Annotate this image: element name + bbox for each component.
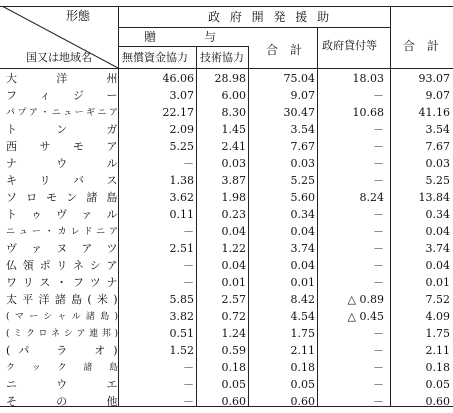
grant-value: 2.51 [169,242,194,255]
grant-value: 1.38 [169,174,194,187]
total-value: 7.52 [425,293,450,306]
loan-value: 18.03 [352,72,384,85]
table-row [0,359,453,377]
tech-value: 0.01 [221,276,246,289]
grant-value: 46.06 [162,72,194,85]
grant-label: 贈 与 [144,30,217,44]
header-bottom-border [0,68,453,69]
grant-value: － [183,395,194,408]
total-value: 0.05 [425,378,450,391]
region-name: (パ ラ オ) [6,344,118,357]
sub-value: 0.03 [290,157,315,170]
tech-value: 0.05 [221,378,246,391]
sub-value: 8.42 [290,293,315,306]
sub-value: 75.04 [283,72,315,85]
total-value: 41.16 [418,106,450,119]
sub-value: 2.11 [290,344,315,357]
loan-value: － [373,89,384,102]
total-value: 13.84 [418,191,450,204]
loan-value: － [373,259,384,272]
region-label: 国又は地域名 [26,51,92,64]
total-value: 0.18 [425,361,450,374]
tech-value: 3.87 [221,174,246,187]
total-header: 合 計 [403,39,440,53]
grant-value: 0.11 [169,208,194,221]
grant-value: － [183,378,194,391]
tech-value: 0.72 [221,310,246,323]
table-row [0,104,453,122]
grant-value: － [183,157,194,170]
tech-value: 0.04 [221,259,246,272]
tech-value: 0.03 [221,157,246,170]
total-value: 93.07 [418,72,450,85]
loan-value: － [373,276,384,289]
header-mid-line-oda [118,27,390,28]
loan-value: － [373,378,384,391]
table-row [0,155,453,173]
table-row [0,308,453,326]
loan-value: － [373,208,384,221]
table-row [0,393,453,411]
region-name: トゥヴァル [6,208,118,221]
total-value: 0.04 [425,259,450,272]
grant-aid-header: 無償資金協力 [122,51,188,64]
grant-value: － [183,276,194,289]
table-row [0,172,453,190]
grant-value: － [183,361,194,374]
tech-value: 1.45 [221,123,246,136]
total-value: 3.54 [425,123,450,136]
grant-value: － [183,225,194,238]
total-value: 0.60 [425,395,450,408]
tech-coop-header: 技術協力 [200,51,244,64]
table-row [0,87,453,105]
region-name: ヴァヌアツ [6,242,118,255]
total-value: 0.03 [425,157,450,170]
loan-value: － [373,225,384,238]
grant-value: 22.17 [162,106,194,119]
sub-value: 0.60 [290,395,315,408]
table-row [0,121,453,139]
sub-value: 3.74 [290,242,315,255]
region-name: フ ィ ジ ー [6,89,118,102]
sub-value: 0.04 [290,259,315,272]
loan-value: － [373,395,384,408]
oda-title: 政 府 開 発 援 助 [208,10,333,24]
tech-value: 0.04 [221,225,246,238]
sub-value: 0.18 [290,361,315,374]
total-value: 0.34 [425,208,450,221]
region-name: ニュー・カレドニア [6,227,118,237]
region-name: キ リ バ ス [6,174,118,187]
sub-value: 7.67 [290,140,315,153]
sub-value: 0.04 [290,225,315,238]
loan-value: － [373,140,384,153]
sub-value: 5.25 [290,174,315,187]
total-value: 2.11 [425,344,450,357]
tech-value: 1.22 [221,242,246,255]
loan-value: － [373,157,384,170]
header-mid-line-grant [118,46,248,47]
total-value: 1.75 [425,327,450,340]
tech-value: 0.23 [221,208,246,221]
region-name: ワリス・フツナ [6,276,118,289]
grant-value: 5.25 [169,140,194,153]
form-label: 形態 [66,9,91,23]
region-name: (ミクロネシア連邦) [6,329,118,339]
tech-value: 2.41 [221,140,246,153]
region-name: 太平洋諸島(米) [6,293,118,306]
region-name: 西 サ モ ア [6,140,118,153]
total-value: 3.74 [425,242,450,255]
table-row [0,223,453,241]
loan-value: △ 0.45 [347,310,384,323]
region-name: そ の 他 [6,395,118,408]
tech-value: 0.59 [221,344,246,357]
tech-value: 0.60 [221,395,246,408]
table-row [0,240,453,258]
grant-value: 3.62 [169,191,194,204]
total-value: 9.07 [425,89,450,102]
table-row [0,189,453,207]
sub-value: 5.60 [290,191,315,204]
sub-value: 1.75 [290,327,315,340]
loan-value: 8.24 [359,191,384,204]
total-value: 0.01 [425,276,450,289]
table-row [0,274,453,292]
loans-header: 政府貸付等 [322,39,377,52]
table-row [0,291,453,309]
grant-value: － [183,259,194,272]
loan-value: 10.68 [352,106,384,119]
grant-value: 3.07 [169,89,194,102]
loan-value: － [373,242,384,255]
region-name: ソロモン諸島 [6,191,118,204]
region-name: ニ ウ エ [6,378,118,391]
grant-value: 3.82 [169,310,194,323]
region-name: ト ン ガ [6,123,118,136]
table-row [0,257,453,275]
sub-value: 0.01 [290,276,315,289]
tech-value: 8.30 [221,106,246,119]
loan-value: － [373,361,384,374]
loan-value: － [373,123,384,136]
region-name: (マーシャル諸島) [6,312,118,322]
subtotal-header: 合 計 [266,43,303,57]
loan-value: － [373,327,384,340]
region-name: 大 洋 州 [6,72,118,85]
sub-value: 30.47 [283,106,315,119]
region-name: パプア・ニューギニア [6,108,118,118]
region-name: 仏領ポリネシア [6,259,118,272]
table-row [0,206,453,224]
tech-value: 6.00 [221,89,246,102]
sub-value: 0.05 [290,378,315,391]
tech-value: 1.98 [221,191,246,204]
sub-value: 9.07 [290,89,315,102]
loan-value: － [373,344,384,357]
tech-value: 2.57 [221,293,246,306]
total-value: 4.09 [425,310,450,323]
total-value: 7.67 [425,140,450,153]
tech-value: 28.98 [214,72,246,85]
grant-value: 1.52 [169,344,194,357]
tech-value: 0.18 [221,361,246,374]
table-row [0,325,453,343]
table-row [0,138,453,156]
table-row [0,342,453,360]
sub-value: 0.34 [290,208,315,221]
total-value: 5.25 [425,174,450,187]
loan-value: △ 0.89 [347,293,384,306]
grant-value: 5.85 [169,293,194,306]
table-row [0,376,453,394]
grant-value: 0.51 [169,327,194,340]
total-value: 0.04 [425,225,450,238]
table-row [0,70,453,88]
region-name: ク ッ ク 諸 島 [6,363,118,373]
region-name: ナ ウ ル [6,157,118,170]
tech-value: 1.24 [221,327,246,340]
sub-value: 4.54 [290,310,315,323]
sub-value: 3.54 [290,123,315,136]
loan-value: － [373,174,384,187]
grant-value: 2.09 [169,123,194,136]
